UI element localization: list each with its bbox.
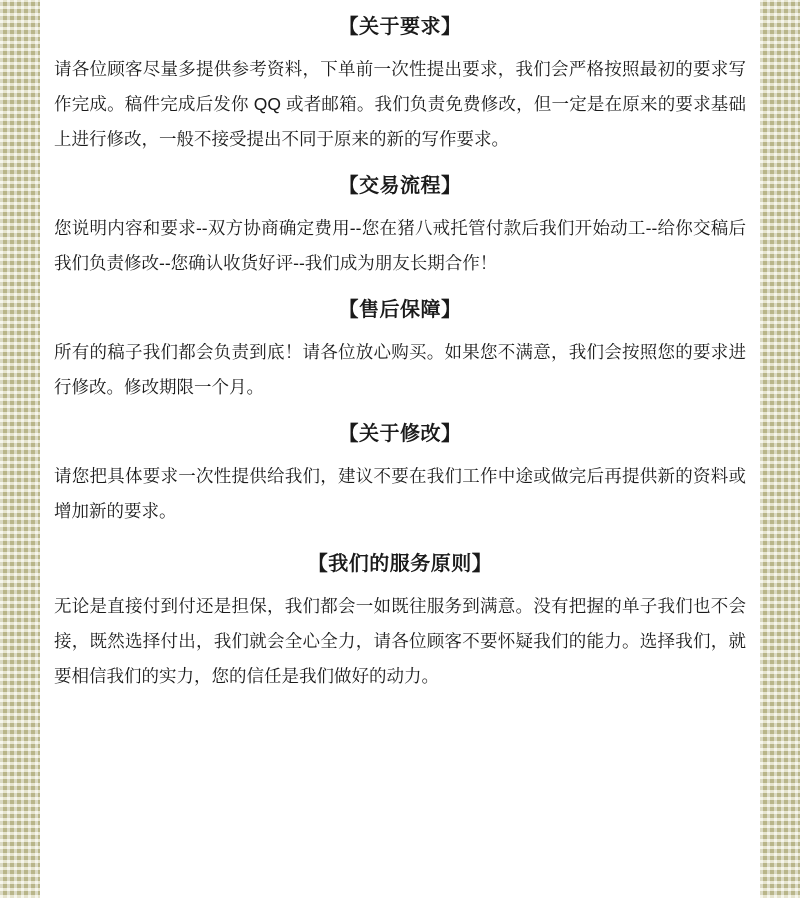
section-title: 【我们的服务原则】	[307, 553, 493, 575]
section-body: 无论是直接付到付还是担保，我们都会一如既往服务到满意。没有把握的单子我们也不会接，既然选择付出，我们就会全心全力，请各位顾客不要怀疑我们的能力。选择我们，就要相信我们的实力，您的信任是我们做好的动力。	[54, 596, 746, 686]
section-title: 【售后保障】	[338, 299, 462, 321]
section-service-principles	[48, 543, 752, 702]
section-body: 请您把具体要求一次性提供给我们，建议不要在我们工作中途或做完后再提供新的资料或增加新的要求。	[54, 466, 746, 521]
section-revisions	[48, 413, 752, 537]
section-title: 【关于要求】	[338, 16, 462, 38]
section-title: 【关于修改】	[338, 423, 462, 445]
document-content	[40, 0, 760, 898]
decorative-left-border	[0, 0, 40, 898]
section-title: 【交易流程】	[338, 175, 462, 197]
section-body: 所有的稿子我们都会负责到底！请各位放心购买。如果您不满意，我们会按照您的要求进行修改。修改期限一个月。	[54, 342, 746, 397]
section-body: 请各位顾客尽量多提供参考资料，下单前一次性提出要求，我们会严格按照最初的要求写作完成。稿件完成后发你 QQ 或者邮箱。我们负责免费修改，但一定是在原来的要求基础上进行修改，一般不接受提出不同于原来的新的写作要求。	[54, 59, 746, 149]
section-requirements	[48, 4, 752, 165]
section-transaction-process	[48, 165, 752, 289]
decorative-right-border	[760, 0, 800, 898]
section-after-sales	[48, 289, 752, 413]
section-body: 您说明内容和要求--双方协商确定费用--您在猪八戒托管付款后我们开始动工--给你交稿后我们负责修改--您确认收货好评--我们成为朋友长期合作！	[54, 218, 746, 273]
